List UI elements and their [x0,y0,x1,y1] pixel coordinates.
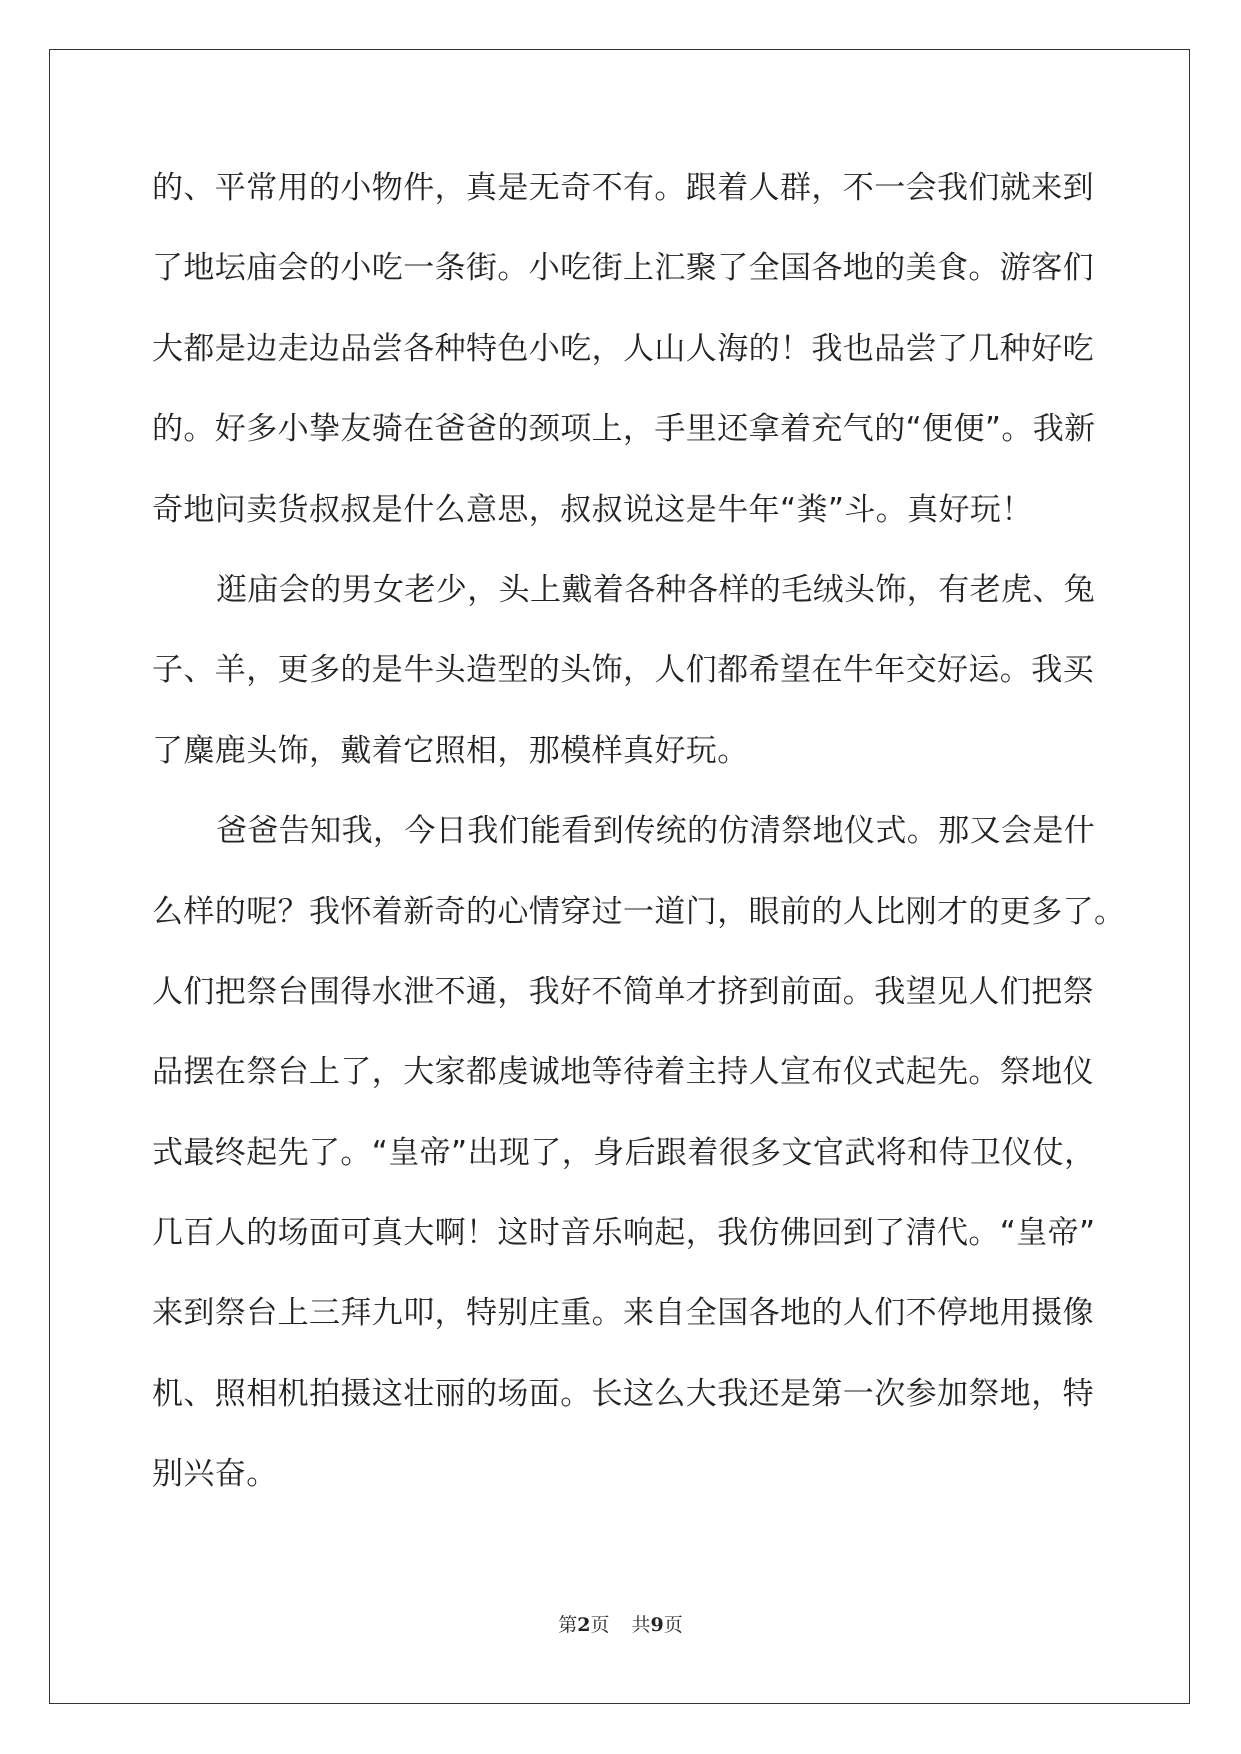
text-line: 式最终起先了。“皇帝”出现了，身后跟着很多文官武将和侍卫仪仗， [152,1134,1096,1171]
text-line: 几百人的场面可真大啊！这时音乐响起，我仿佛回到了清代。“皇帝” [152,1215,1096,1252]
paragraph-start-line: 逛庙会的男女老少，头上戴着各种各样的毛绒头饰，有老虎、兔 [216,571,1096,608]
text-line: 品摆在祭台上了，大家都虔诚地等待着主持人宣布仪式起先。祭地仪 [152,1054,1094,1091]
text-line: 么样的呢？我怀着新奇的心情穿过一道门，眼前的人比刚才的更多了。 [152,893,1126,930]
page-number-label [558,1610,609,1637]
text-line: 人们把祭台围得水泄不通，我好不简单才挤到前面。我望见人们把祭 [152,973,1094,1010]
paragraph-start-line: 爸爸告知我，今日我们能看到传统的仿清祭地仪式。那又会是什 [216,813,1096,850]
text-line: 机、照相机拍摄这壮丽的场面。长这么大我还是第一次参加祭地，特 [152,1375,1094,1412]
total-prefix: 共 [631,1614,651,1636]
text-line: 别兴奋。 [152,1456,278,1493]
text-line: 奇地问卖货叔叔是什么意思，叔叔说这是牛年“粪”斗。真好玩！ [152,491,1033,528]
text-line: 大都是边走边品尝各种特色小吃，人山人海的！我也品尝了几种好吃 [152,330,1094,367]
total-pages-label [632,1610,683,1637]
current-page-number: 2 [577,1614,591,1636]
page-prefix: 第 [558,1614,578,1636]
page-footer [0,1610,1241,1637]
text-line: 的、平常用的小物件，真是无奇不有。跟着人群，不一会我们就来到 [152,170,1094,206]
page-suffix: 页 [590,1614,610,1636]
total-page-count: 9 [650,1614,664,1636]
text-line: 子、羊，更多的是牛头造型的头饰，人们都希望在牛年交好运。我买 [152,652,1094,689]
text-line: 来到祭台上三拜九叩，特别庄重。来自全国各地的人们不停地用摄像 [152,1295,1094,1332]
total-suffix: 页 [663,1614,683,1636]
text-line: 了麋鹿头饰，戴着它照相，那模样真好玩。 [152,732,749,769]
text-line: 了地坛庙会的小吃一条街。小吃街上汇聚了全国各地的美食。游客们 [152,250,1094,287]
document-body [152,163,1126,1530]
text-line: 的。好多小挚友骑在爸爸的颈项上，手里还拿着充气的“便便”。我新 [152,411,1096,448]
